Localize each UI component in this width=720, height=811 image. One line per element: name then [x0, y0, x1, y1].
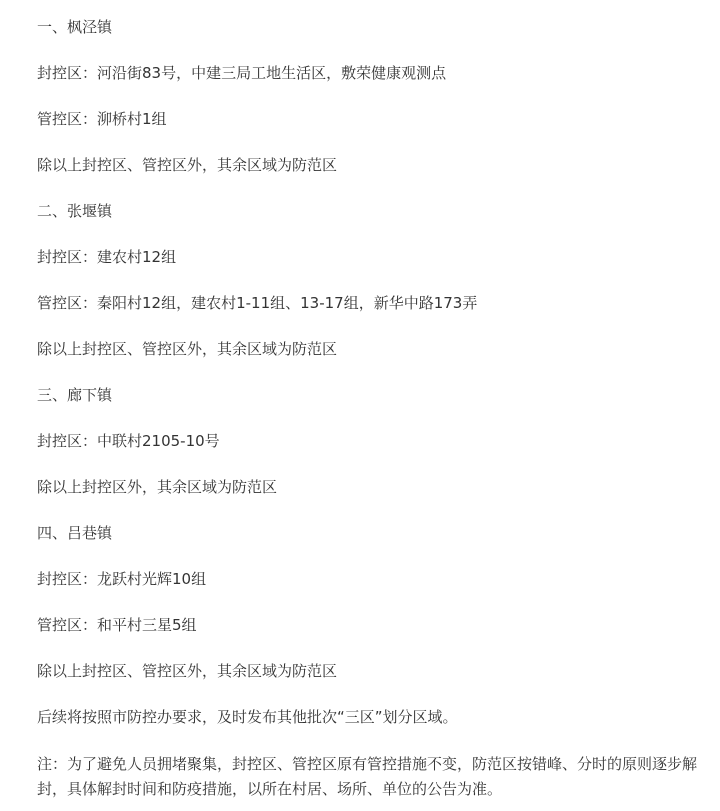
paragraph-follow-up: 后续将按照市防控办要求，及时发布其他批次“三区”划分区域。	[37, 708, 458, 726]
paragraph-control-area: 管控区：秦阳村12组，建农村1-11组、13-17组，新华中路173弄	[37, 294, 478, 312]
section-heading-fengjing: 一、枫泾镇	[37, 18, 113, 36]
paragraph-lockdown-area: 封控区：建农村12组	[37, 248, 177, 266]
paragraph-prevention-area: 除以上封控区、管控区外，其余区域为防范区	[37, 340, 338, 358]
section-heading-zhangyan: 二、张堰镇	[37, 202, 113, 220]
paragraph-prevention-area: 除以上封控区、管控区外，其余区域为防范区	[37, 156, 338, 174]
paragraph-lockdown-area: 封控区：河沿街83号，中建三局工地生活区，敷荣健康观测点	[37, 64, 447, 82]
paragraph-prevention-area: 除以上封控区、管控区外，其余区域为防范区	[37, 662, 338, 680]
paragraph-note: 注：为了避免人员拥堵聚集，封控区、管控区原有管控措施不变，防范区按错峰、分时的原则逐步解封，具体解封时间和防疫措施，以所在村居、场所、单位的公告为准。	[37, 755, 698, 798]
section-heading-langxia: 三、廊下镇	[37, 386, 113, 404]
paragraph-lockdown-area: 封控区：中联村2105-10号	[37, 432, 220, 450]
section-heading-lvxiang: 四、吕巷镇	[37, 524, 113, 542]
paragraph-control-area: 管控区：泖桥村1组	[37, 110, 167, 128]
paragraph-lockdown-area: 封控区：龙跃村光辉10组	[37, 570, 207, 588]
paragraph-prevention-area: 除以上封控区外，其余区域为防范区	[37, 478, 278, 496]
paragraph-control-area: 管控区：和平村三星5组	[37, 616, 197, 634]
